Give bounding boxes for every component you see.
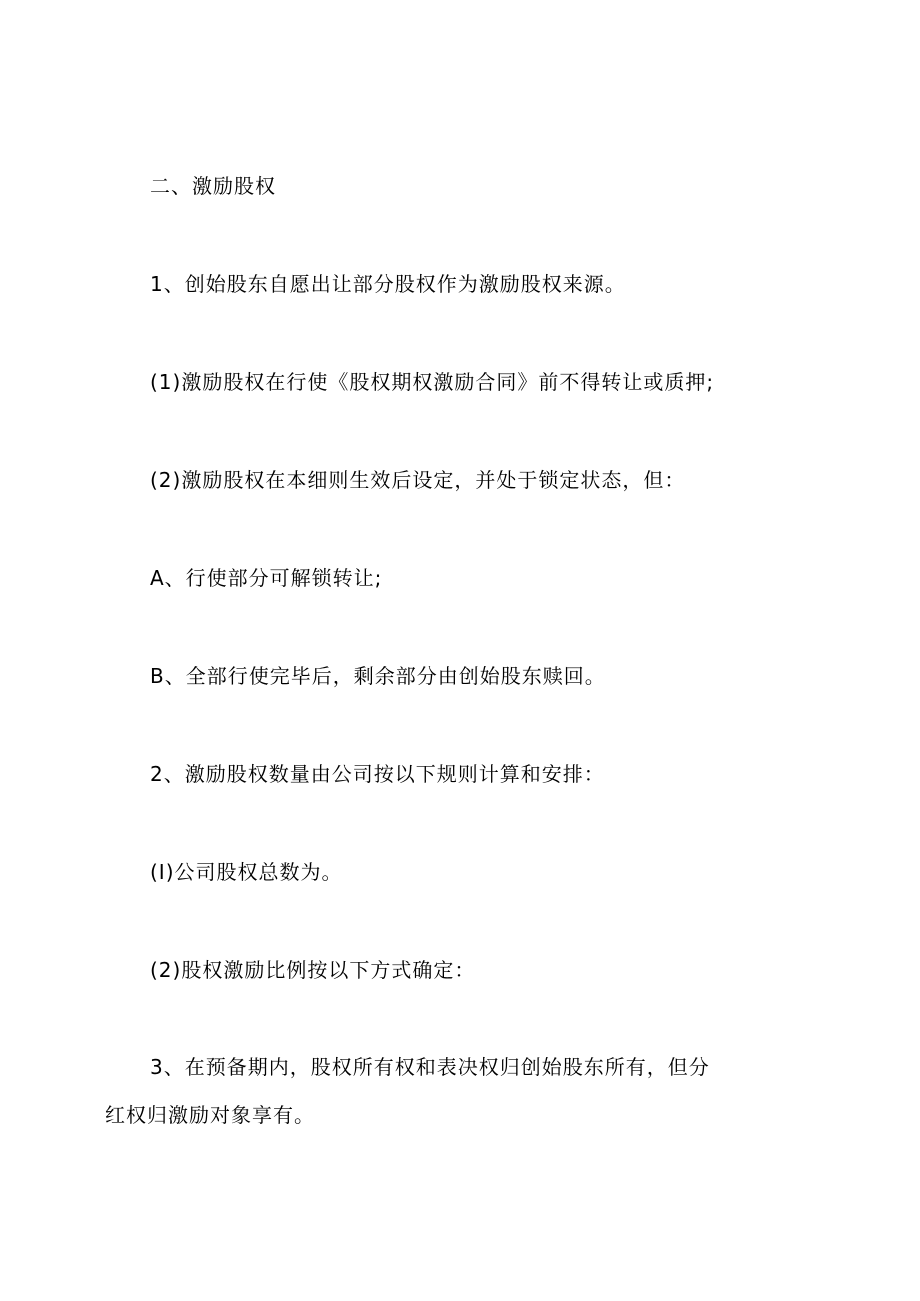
paragraph-1-item-b: B、全部行使完毕后，剩余部分由创始股东赎回。 [150,664,606,688]
paragraph-1-item-a: A、行使部分可解锁转让; [150,566,383,590]
section-heading: 二、激励股权 [150,174,276,198]
paragraph-1-item-1: (1)激励股权在行使《股权期权激励合同》前不得转让或质押; [150,370,715,394]
paragraph-1-item-2: (2)激励股权在本细则生效后设定，并处于锁定状态，但： [150,468,686,492]
paragraph-2-item-1: (I)公司股权总数为。 [150,860,343,884]
paragraph-2-item-2: (2)股权激励比例按以下方式确定： [150,958,476,982]
paragraph-3-line-1: 3、在预备期内，股权所有权和表决权归创始股东所有，但分 [150,1055,710,1079]
paragraph-1: 1、创始股东自愿出让部分股权作为激励股权来源。 [150,272,626,296]
paragraph-3-line-2: 红权归激励对象享有。 [105,1103,315,1127]
paragraph-2: 2、激励股权数量由公司按以下规则计算和安排： [150,762,605,786]
